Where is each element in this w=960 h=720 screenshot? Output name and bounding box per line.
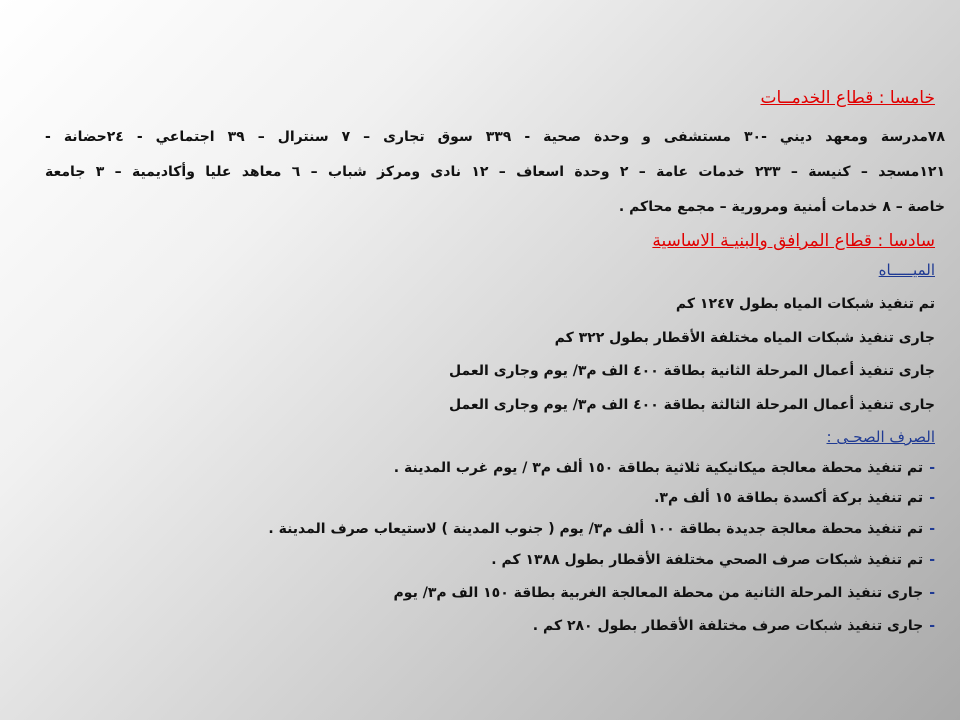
water-item-1: تم تنفيذ شبكات المياه بطول ١٢٤٧ كم — [675, 296, 935, 312]
bullet-dash: - — [929, 521, 935, 537]
section6-heading: سادسا : قطاع المرافق والبنيـة الاساسية — [652, 231, 935, 251]
sewage-item-6 — [533, 616, 935, 636]
sewage-item-2-text: تم تنفيذ بركة أكسدة بطاقة ١٥ ألف م٣. — [654, 490, 924, 506]
sewage-item-5 — [394, 583, 935, 603]
sewage-item-5-text: جارى تنفيذ المرحلة الثانية من محطة المعالجة الغربية بطاقة ١٥٠ الف م٣/ يوم — [393, 585, 924, 601]
sewage-item-4-text: تم تنفيذ شبكات صرف الصحي مختلفة الأقطار بطول ١٣٨٨ كم . — [491, 552, 924, 568]
bullet-dash: - — [929, 552, 935, 568]
water-item-2: جارى تنفيذ شبكات المياه مختلفة الأقطار بطول ٣٢٢ كم — [554, 330, 935, 346]
section5-line-2: ١٢١مسجد – كنيسة – ٢٣٣ خدمات عامة – ٢ وحدة اسعاف – ١٢ نادى ومركز شباب – ٦ معاهد عليا وأكاديمية – ٣ جامعة — [45, 164, 945, 180]
sewage-item-2 — [654, 488, 935, 508]
bullet-dash: - — [929, 490, 935, 506]
sewage-item-3-text: تم تنفيذ محطة معالجة جديدة بطاقة ١٠٠ ألف م٣/ يوم ( جنوب المدينة ) لاستيعاب صرف المدينة . — [268, 521, 924, 537]
sewage-item-1 — [394, 458, 935, 478]
bullet-dash: - — [929, 585, 935, 601]
section5-heading: خامسا : قطاع الخدمــات — [760, 88, 935, 108]
sewage-item-6-text: جارى تنفيذ شبكات صرف مختلفة الأقطار بطول ٢٨٠ كم . — [532, 618, 924, 634]
sewage-item-1-text: تم تنفيذ محطة معالجة ميكانيكية ثلاثية بطاقة ١٥٠ ألف م٣ / يوم غرب المدينة . — [393, 460, 924, 476]
section5-line-3: خاصة – ٨ خدمات أمنية ومرورية – مجمع محاكم . — [618, 199, 945, 215]
water-heading: الميـــــاه — [878, 261, 935, 279]
sewage-heading: الصرف الصحـى : — [826, 428, 935, 446]
sewage-item-3 — [268, 519, 935, 539]
bullet-dash: - — [929, 460, 935, 476]
sewage-item-4 — [491, 550, 935, 570]
bullet-dash: - — [929, 618, 935, 634]
section5-line-1: ٧٨مدرسة ومعهد ديني -٣٠ مستشفى و وحدة صحية - ٣٣٩ سوق تجارى – ٧ سنترال – ٣٩ اجتماعي - ٢٤حضانة - — [45, 129, 946, 145]
water-item-4: جارى تنفيذ أعمال المرحلة الثالثة بطاقة ٤٠٠ الف م٣/ يوم وجارى العمل — [449, 397, 935, 413]
water-item-3: جارى تنفيذ أعمال المرحلة الثانية بطاقة ٤٠٠ الف م٣/ يوم وجارى العمل — [449, 363, 935, 379]
